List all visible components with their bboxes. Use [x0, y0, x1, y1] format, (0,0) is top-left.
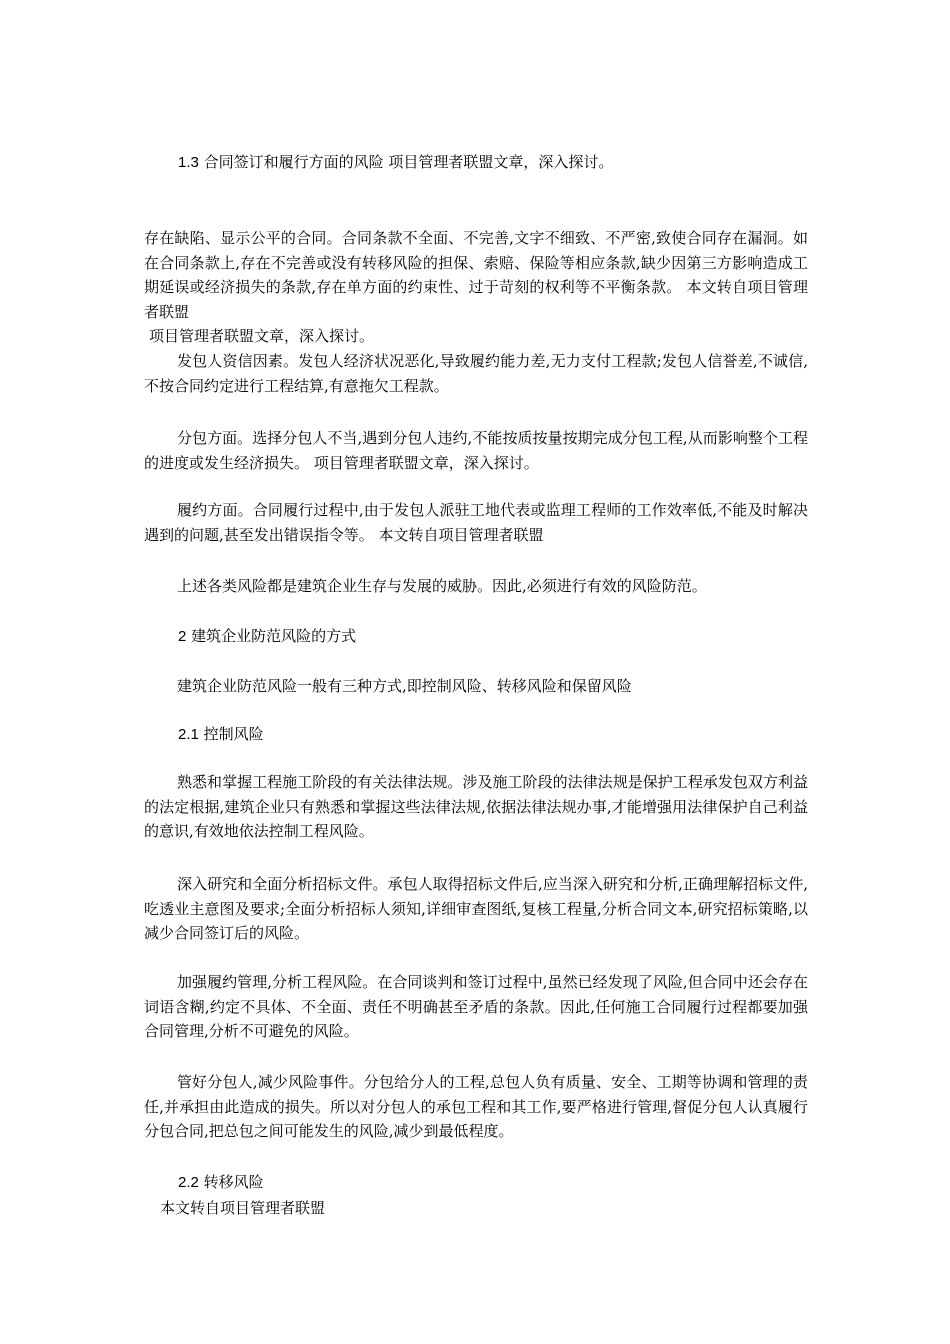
paragraph-employer-credit: 发包人资信因素。发包人经济状况恶化,导致履约能力差,无力支付工程款;发包人信誉差,不诚信,不按合同约定进行工程结算,有意拖欠工程款。: [144, 352, 808, 395]
heading-number: 2.1: [178, 726, 199, 743]
heading-2-1: [178, 722, 264, 747]
paragraph-manage-subcontractor: 管好分包人,减少风险事件。分包给分人的工程,总包人负有质量、安全、工期等协调和管理的责任,并承担由此造成的损失。所以对分包人的承包工程和其工作,要严格进行管理,督促分包人认真履行分包合同,把总包之间可能发生的风险,减少到最低程度。: [144, 1073, 808, 1140]
paragraph-summary: 上述各类风险都是建筑企业生存与发展的威胁。因此,必须进行有效的风险防范。: [177, 577, 707, 595]
paragraph-performance: 履约方面。合同履行过程中,由于发包人派驻工地代表或监理工程师的工作效率低,不能及时解决遇到的问题,甚至发出错误指令等。 本文转自项目管理者联盟: [144, 501, 808, 544]
paragraph-forum-note: 项目管理者联盟文章，深入探讨。: [149, 327, 375, 345]
heading-text: 控制风险: [198, 725, 264, 743]
paragraph-forum-source: 本文转自项目管理者联盟: [160, 1199, 326, 1217]
heading-text: 合同签订和履行方面的风险 项目管理者联盟文章，深入探讨。: [198, 153, 614, 171]
heading-text: 转移风险: [198, 1173, 264, 1191]
heading-number: 2.2: [178, 1174, 199, 1191]
paragraph-tender: 深入研究和全面分析招标文件。承包人取得招标文件后,应当深入研究和分析,正确理解招标文件,吃透业主意图及要求;全面分析招标人须知,详细审查图纸,复核工程量,分析合同文本,研究招标策略,以减少合同签订后的风险。: [144, 875, 808, 942]
paragraph-laws: 熟悉和掌握工程施工阶段的有关法律法规。涉及施工阶段的法律法规是保护工程承发包双方利益的法定根据,建筑企业只有熟悉和掌握这些法律法规,依据法律法规办事,才能增强用法律保护自己利益的意识,有效地依法控制工程风险。: [144, 773, 808, 840]
heading-2-2: [178, 1170, 264, 1195]
heading-2: [178, 624, 356, 649]
paragraph-contract-management: 加强履约管理,分析工程风险。在合同谈判和签订过程中,虽然已经发现了风险,但合同中还会存在词语含糊,约定不具体、不全面、责任不明确甚至矛盾的条款。因此,任何施工合同履行过程都要加强合同管理,分析不可避免的风险。: [144, 973, 808, 1040]
heading-number: 1.3: [178, 154, 199, 171]
paragraph-subcontract: 分包方面。选择分包人不当,遇到分包人违约,不能按质按量按期完成分包工程,从而影响整个工程的进度或发生经济损失。 项目管理者联盟文章，深入探讨。: [144, 429, 808, 472]
heading-number: 2: [178, 628, 187, 645]
heading-text: 建筑企业防范风险的方式: [186, 627, 357, 645]
heading-1-3: [178, 150, 613, 175]
paragraph-three-ways: 建筑企业防范风险一般有三种方式,即控制风险、转移风险和保留风险: [177, 677, 632, 695]
paragraph-contract-defects: 存在缺陷、显示公平的合同。合同条款不全面、不完善,文字不细致、不严密,致使合同存在漏洞。如在合同条款上,存在不完善或没有转移风险的担保、索赔、保险等相应条款,缺少因第三方影响造成工期延误或经济损失的条款,存在单方面的约束性、过于苛刻的权利等不平衡条款。 本文转自项目管理者联盟: [144, 229, 808, 321]
